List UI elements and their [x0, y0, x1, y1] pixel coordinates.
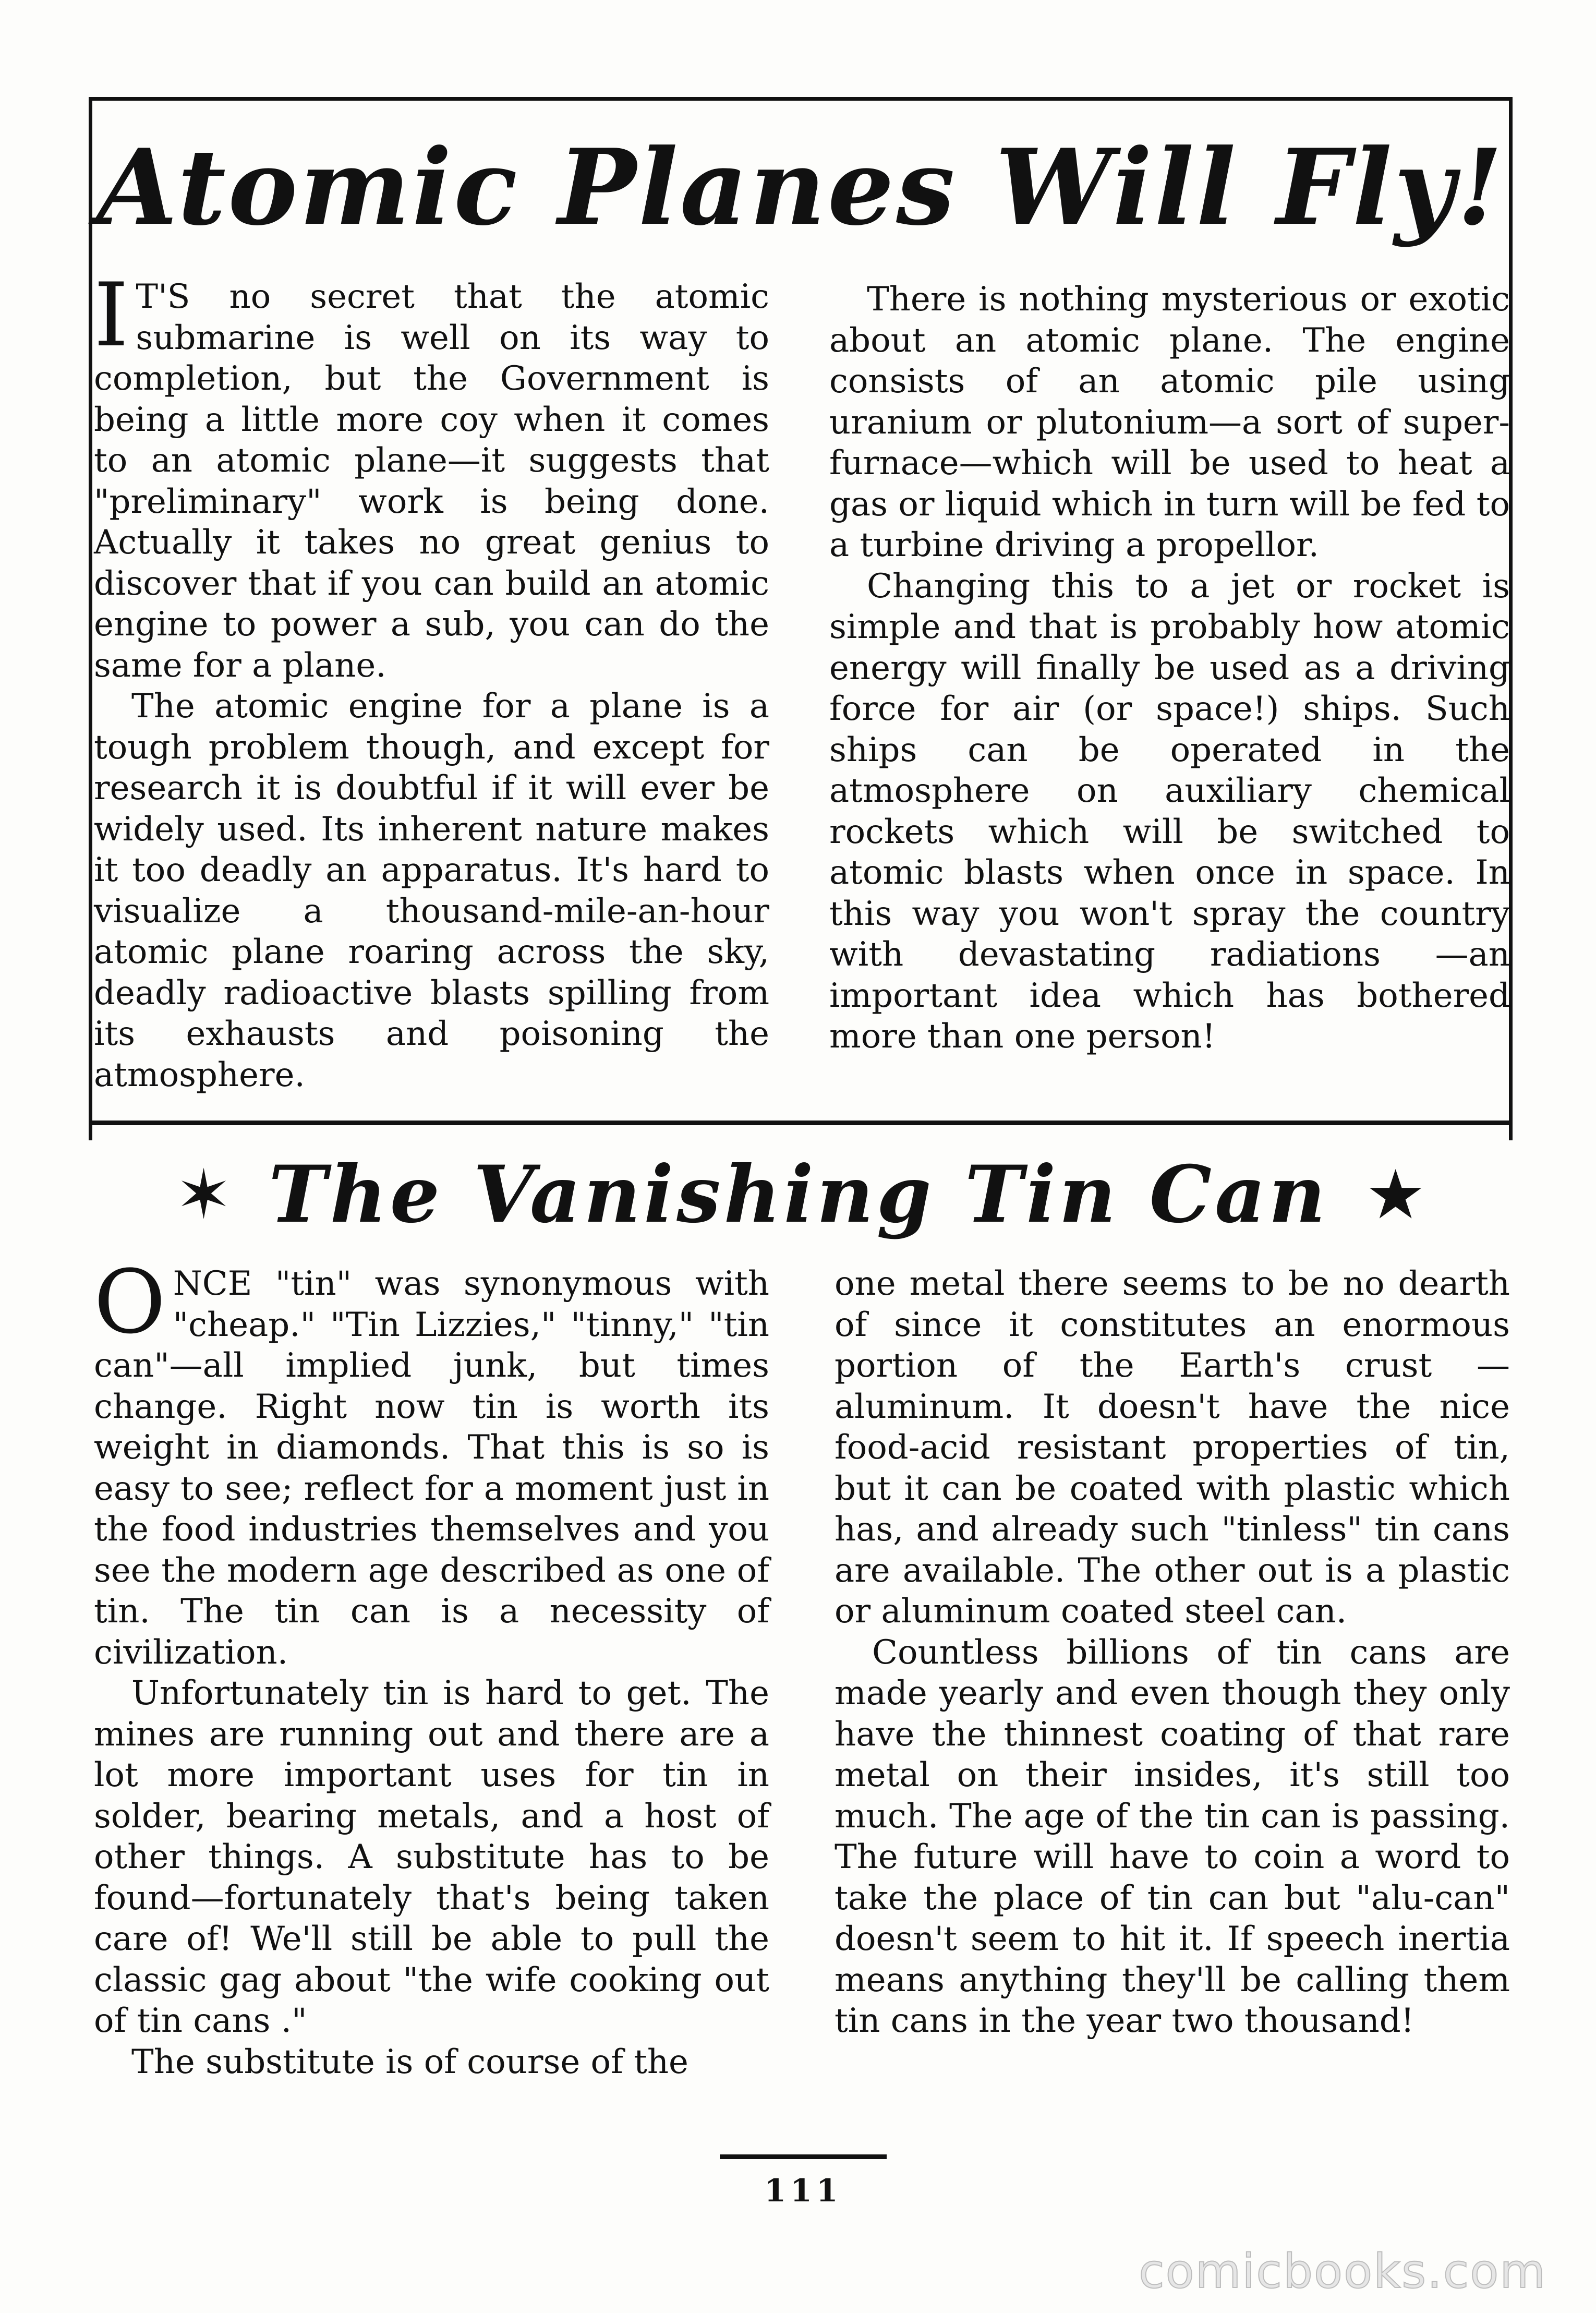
star-icon-right: ★ — [1365, 1155, 1426, 1234]
paragraph: There is nothing mysterious or exotic about an atomic plane. The engine consists of an atomic pile using uranium or plutonium—a sort of super-furnace—which will be used to heat a gas or liquid which in turn will be fed to a turbine driving a propellor. — [829, 280, 1510, 564]
paragraph: Unfortunately tin is hard to get. The mines are running out and there are a lot more important uses for tin in solder, bearing metals, and a host of other things. A substitute has to be found—fortunately that's being taken care of! We'll still be able to pull the classic gag about "the wife cooking out of tin cans ." — [94, 1674, 769, 2040]
paragraph: I T'S no secret that the atomic submarine is well on its way to completion, but the Government is being a little more coy when it comes to an atomic plane—it suggests that "preliminary" work is being done. Actually it takes no great genius to discover that if you can build an atomic engine to power a sub, you can do the same for a plane. — [94, 264, 769, 685]
paragraph: Changing this to a jet or rocket is simple and that is probably how atomic energy will finally be used as a driving force for air (or space!) ships. Such ships can be operated in the atmosphere on auxiliary chemical rockets which will be switched to atomic blasts when once in space. In this way you won't spray the country with devastating radiations —an important idea which has bothered more than one person! — [829, 567, 1510, 1056]
article-title-tin-can: The Vanishing Tin Can — [269, 1149, 1329, 1240]
section-divider — [89, 1121, 1513, 1125]
atomic-planes-column-right — [829, 279, 1510, 1057]
footer-rule — [720, 2154, 887, 2159]
paragraph: The substitute is of course of the — [131, 2042, 688, 2081]
paragraph: Countless billions of tin cans are made yearly and even though they only have the thinnest coating of that rare metal on their insides, it's still too much. The age of the tin can is passing. The future will have to coin a word to take the place of tin can but "alu-can" doesn't seem to hit it. If speech inertia means anything they'll be calling them tin cans in the year two thousand! — [835, 1633, 1510, 2040]
star-icon-left: ✶ — [175, 1155, 233, 1234]
drop-cap: I — [94, 264, 129, 366]
article-title-atomic-planes: Atomic Planes Will Fly! — [96, 126, 1505, 249]
drop-cap: O — [94, 1251, 166, 1353]
tin-can-column-left — [94, 1251, 769, 2082]
tin-can-heading — [89, 1142, 1513, 1273]
paragraph: The atomic engine for a plane is a tough problem though, and except for research it is doubtful if it will ever be widely used. Its inherent nature makes it too deadly an apparatus. It's hard to visualize a thousand-mile-an-hour atomic plane roaring across the sky, deadly radioactive blasts spilling from its exhausts and poisoning the atmosphere. — [94, 687, 769, 1094]
tin-can-column-right — [835, 1263, 1510, 2042]
page-number: 111 — [764, 2173, 842, 2209]
atomic-planes-column-left — [94, 264, 769, 1095]
paragraph: ONCE "tin" was synonymous with "cheap." "Tin Lizzies," "tinny," "tin can"—all implied junk, but times change. Right now tin is worth its weight in diamonds. That this is so is easy to see; reflect for a moment just in the food industries themselves and you see the modern age described as one of tin. The tin can is a necessity of civilization. — [94, 1251, 769, 1672]
paragraph: one metal there seems to be no dearth of since it constitutes an enormous portion of the Earth's crust —aluminum. It doesn't have the nice food-acid resistant properties of tin, but it can be coated with plastic which has, and already such "tinless" tin cans are available. The other out is a plastic or aluminum coated steel can. — [835, 1264, 1510, 1631]
watermark: comicbooks.com — [1139, 2244, 1546, 2299]
